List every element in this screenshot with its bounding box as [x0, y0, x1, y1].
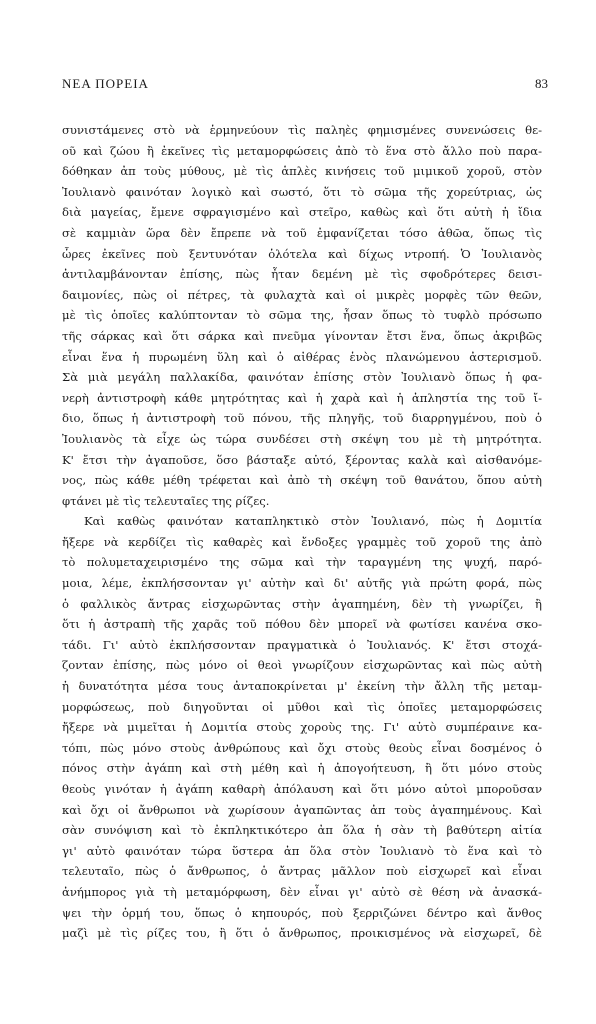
running-title: ΝΕΑ ΠΟΡΕΙΑ — [62, 76, 149, 91]
text-line: πόνος στὴν ἀγάπη καὶ στὴ μέθη καὶ ἡ ἀπογοήτευση, ἢ ὅτι μόνο στοὺς — [62, 761, 542, 776]
text-line: σὰν συνόψιση καὶ τὸ ἐκπληκτικότερο ἀπ ὅλα ἡ σὰν τὴ βαθύτερη αἰτία — [62, 823, 542, 838]
text-line: ἤξερε νὰ κερδίζει τὶς καθαρὲς καὶ ἔνδοξες γραμμὲς τοῦ χοροῦ της ἀπὸ — [62, 534, 542, 549]
text-line: ἀνήμπορος γιὰ τὴ μεταμόρφωση, δὲν εἶναι γι' αὐτὸ σὲ θέση νὰ ἀνασκά- — [62, 884, 542, 899]
text-line: Σὰ μιὰ μεγάλη παλλακίδα, φαινόταν ἐπίσης στὸν Ἰουλιανὸ ὅπως ἡ φα- — [62, 370, 542, 385]
text-line: μοια, λέμε, ἐκπλήσσονταν γι' αὐτὴν καὶ δι' αὐτῆς γιὰ πρώτη φορά, πὼς — [62, 576, 542, 591]
text-line: ὧρες ἐκεῖνες ποὺ ξεντυνόταν ὁλότελα καὶ δίχως ντροπή. Ὁ Ἰουλιανὸς — [62, 246, 542, 261]
text-line: οῦ καὶ ζώου ἢ ἐκεῖνες τὶς μεταμορφώσεις ἀπὸ τὸ ἕνα στὸ ἄλλο ποὺ παρα- — [62, 143, 542, 158]
text-line: τελευταῖο, πὼς ὁ ἄνθρωπος, ὁ ἄντρας μᾶλλον ποὺ εἰσχωρεῖ καὶ εἶναι — [62, 864, 542, 879]
text-line: ἀντιλαμβάνονταν ἐπίσης, πὼς ἦταν δεμένη μὲ τὶς σφοδρότερες δεισι- — [62, 267, 542, 282]
text-line: ἡ δυνατότητα μέσα τους ἀνταποκρίνεται μ' ἐκείνη τὴν ἄλλη τῆς μεταμ- — [62, 679, 542, 694]
text-line: νος, πὼς κάθε μέθη τρέφεται καὶ ἀπὸ τὴ σκέψη τοῦ θανάτου, ὅπου αὐτὴ — [62, 473, 542, 488]
text-line: γι' αὐτὸ φαινόταν τώρα ὕστερα ἀπ ὅλα στὸν Ἰουλιανὸ τὸ ἕνα καὶ τὸ — [62, 843, 542, 858]
text-line: μορφώσεως, ποὺ διηγοῦνται οἱ μῦθοι καὶ τὶς ὁποῖες μεταμορφώσεις — [62, 699, 542, 714]
page-number: 83 — [535, 76, 548, 91]
text-line: νερὴ ἀντιστροφὴ κάθε μητρότητας καὶ ἡ χαρὰ καὶ ἡ ἀπληστία της τοῦ ἴ- — [62, 390, 542, 405]
text-line: τῆς σάρκας καὶ ὅτι σάρκα καὶ πνεῦμα γίνονταν ἔτσι ἕνα, ὅπως ἀκριβῶς — [62, 328, 542, 343]
text-line: διο, ὅπως ἡ ἀντιστροφὴ τοῦ πόνου, τῆς πληγῆς, τοῦ διαρρηγμένου, ποὺ ὁ — [62, 411, 542, 426]
text-line: ἤξερε νὰ μιμεῖται ἡ Δομιτία στοὺς χοροὺς της. Γι' αὐτὸ συμπέραινε κα- — [62, 720, 542, 735]
text-line: δαιμονίες, πὼς οἱ πέτρες, τὰ φυλαχτὰ καὶ οἱ μικρὲς μορφὲς τῶν θεῶν, — [62, 287, 542, 302]
body-text — [62, 120, 542, 944]
running-head — [62, 76, 548, 94]
paragraph-start-line: Καὶ καθὼς φαινόταν καταπληκτικὸ στὸν Ἰουλιανό, πὼς ἡ Δομιτία — [84, 514, 542, 529]
text-line: μαζὶ μὲ τὶς ρίζες του, ἢ ὅτι ὁ ἄνθρωπος, προικισμένος νὰ εἰσχωρεῖ, δὲ — [62, 926, 542, 941]
text-line: καὶ ὄχι οἱ ἄνθρωποι νὰ χωρίσουν ἀγαπῶντας ἀπ τοὺς ἀγαπημένους. Καὶ — [62, 802, 542, 817]
text-line: ὅτι ἡ ἀστραπὴ τῆς χαρᾶς τοῦ πόθου δὲν μπορεῖ νὰ φωτίσει κανένα σκο- — [62, 617, 542, 632]
text-line: τάδι. Γι' αὐτὸ ἐκπλήσσονταν πραγματικὰ ὁ Ἰουλιανός. Κ' ἔτσι στοχά- — [62, 637, 542, 652]
text-line: ψει τὴν ὁρμή του, ὅπως ὁ κηπουρός, ποὺ ξερριζώνει δέντρο καὶ ἄνθος — [62, 905, 542, 920]
text-line: Ἰουλιανὸ φαινόταν λογικὸ καὶ σωστό, ὅτι τὸ σῶμα τῆς χορεύτριας, ὡς — [62, 184, 542, 199]
text-line: ζονταν ἐπίσης, πὼς μόνο οἱ θεοὶ γνωρίζουν εἰσχωρῶντας καὶ πὼς αὐτὴ — [62, 658, 542, 673]
text-line: διὰ μαγείας, ἔμενε σφραγισμένο καὶ στεῖρο, καθὼς καὶ ὅτι αὐτὴ ἡ ἴδια — [62, 205, 542, 220]
text-line: σὲ καμμιὰν ὥρα δὲν ἔπρεπε νὰ τοῦ ἐμφανίζεται τόσο ἁθῶα, ὅπως τὶς — [62, 225, 542, 240]
text-line: ὁ φαλλικὸς ἄντρας εἰσχωρῶντας στὴν ἀγαπημένη, δὲν τὴ γνωρίζει, ἢ — [62, 596, 542, 611]
text-line: Κ' ἔτσι τὴν ἀγαποῦσε, ὅσο βάσταξε αὐτό, ξέροντας καλὰ καὶ αἰσθανόμε- — [62, 452, 542, 467]
text-line: συνιστάμενες στὸ νὰ ἑρμηνεύουν τὶς παληὲς φημισμένες συνενώσεις θε- — [62, 123, 542, 137]
text-line: θεοὺς γινόταν ἡ ἀγάπη καθαρὴ ἀπόλαυση καὶ ὅτι μόνο αὐτοὶ μποροῦσαν — [62, 782, 542, 796]
text-line: τόπι, πὼς μόνο στοὺς ἀνθρώπους καὶ ὄχι στοὺς θεοὺς εἶναι δοσμένος ὁ — [62, 740, 542, 755]
text-line: δόθηκαν ἀπ τοὺς μύθους, μὲ τὶς ἁπλὲς κινήσεις τοῦ μιμικοῦ χοροῦ, στὸν — [62, 164, 542, 179]
text-line: τὸ πολυμεταχειρισμένο της σῶμα καὶ τὴν ταραγμένη της ψυχή, παρό- — [62, 555, 542, 570]
paragraph-end-line: φτάνει μὲ τὶς τελευταῖες της ρίζες. — [62, 493, 270, 508]
text-line: Ἰουλιανὸς τὰ εἶχε ὡς τώρα συνδέσει στὴ σκέψη του μὲ τὴ μητρότητα. — [62, 431, 542, 446]
text-line: μὲ τὶς ὁποῖες καλύπτονταν τὸ σῶμα της, ἦσαν ὅπως τὸ τυφλὸ πρόσωπο — [62, 308, 542, 323]
text-line: εἶναι ἕνα ἡ πυρωμένη ὕλη καὶ ὁ αἰθέρας ἑνὸς πλανώμενου ἀστερισμοῦ. — [62, 349, 542, 364]
